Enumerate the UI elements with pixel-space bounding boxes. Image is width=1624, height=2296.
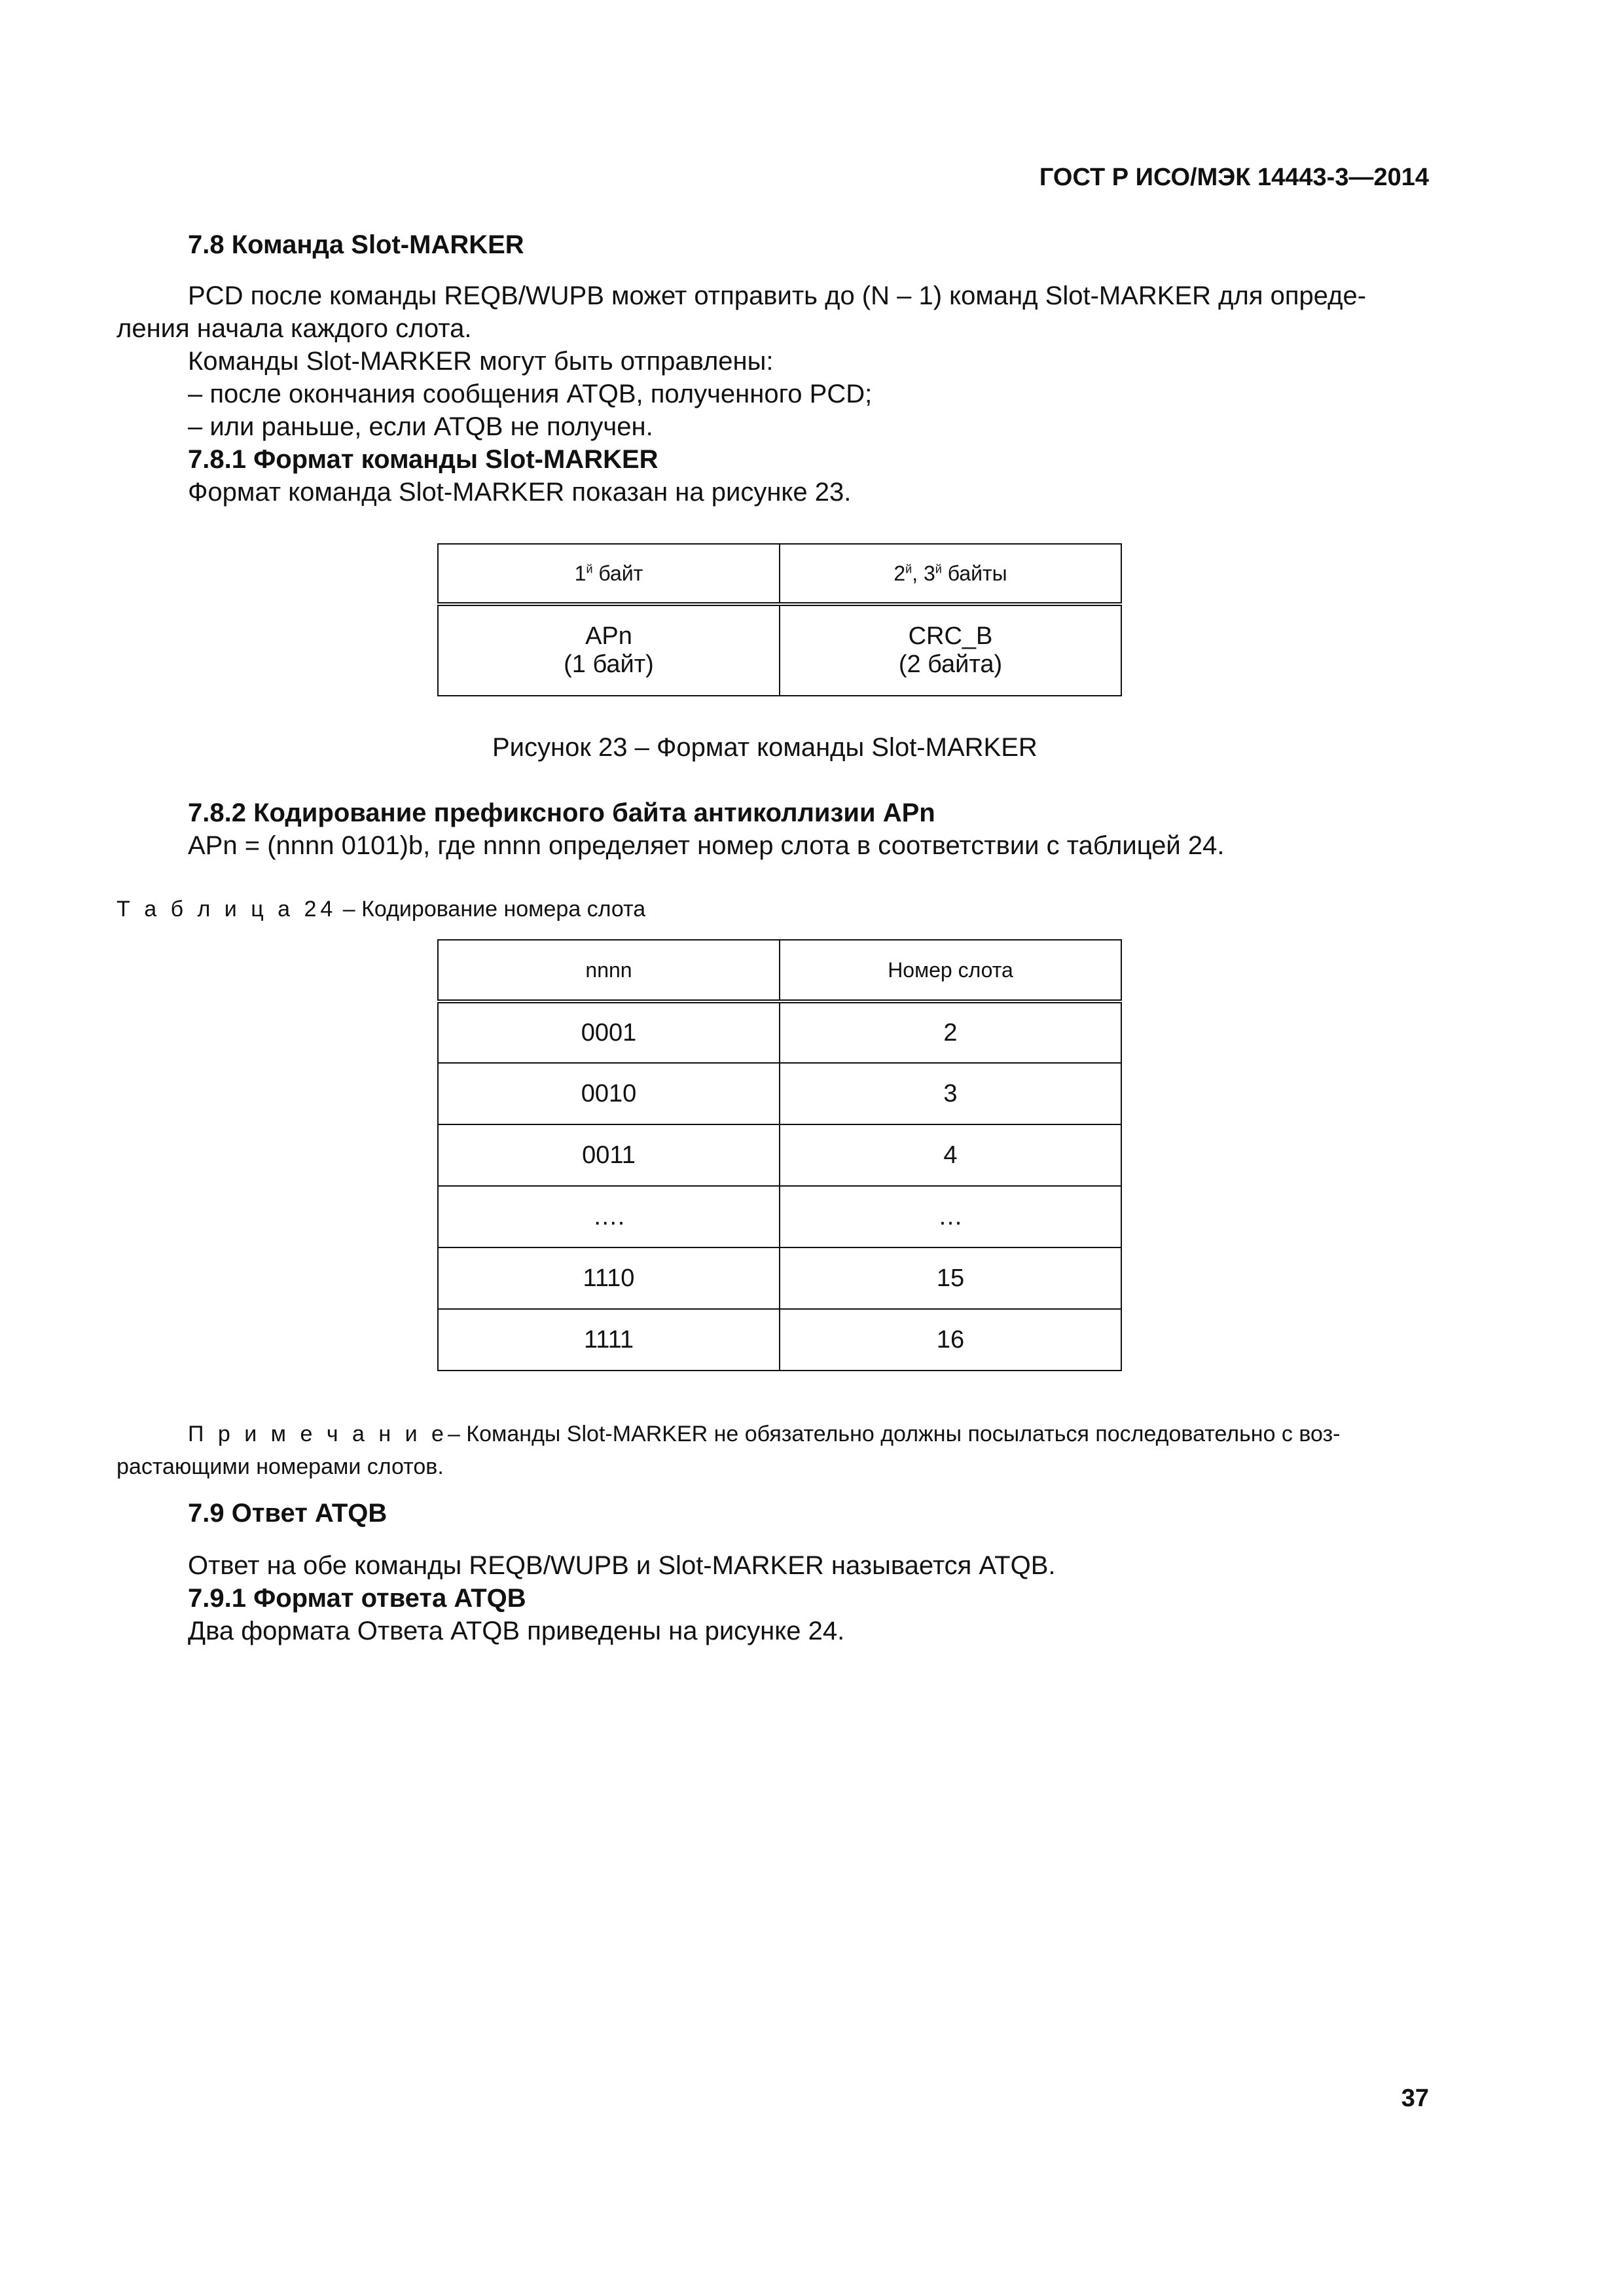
table-row: [438, 1001, 1121, 1063]
table-cell-slot: 15: [780, 1247, 1121, 1309]
section-7-8-para2: Команды Slot-MARKER могут быть отправлены:: [188, 347, 774, 376]
section-7-8-bullet2: – или раньше, если ATQB не получен.: [188, 412, 653, 441]
table-cell-nnnn: 0011: [438, 1124, 780, 1186]
section-7-8-2-title: 7.8.2 Кодирование префиксного байта антиколлизии APn: [188, 798, 935, 827]
section-7-9-1-para: Два формата Ответа ATQB приведены на рисунке 24.: [188, 1617, 845, 1645]
table-cell-nnnn: 0010: [438, 1063, 780, 1124]
table-24-header-nnnn: nnnn: [438, 940, 780, 1001]
figure-23-caption: Рисунок 23 – Формат команды Slot-MARKER: [492, 733, 1038, 762]
table-24-header-slot-number: Номер слота: [780, 940, 1121, 1001]
document-code: ГОСТ Р ИСО/МЭК 14443-3—2014: [1039, 164, 1429, 191]
table-row: [438, 1309, 1121, 1371]
note-line2: растающими номерами слотов.: [117, 1454, 444, 1479]
section-7-8-1-para: Формат команда Slot-MARKER показан на рисунке 23.: [188, 478, 852, 507]
table-cell-slot: 16: [780, 1309, 1121, 1371]
table-24: [437, 939, 1122, 1371]
note-line1: [188, 1422, 1429, 1447]
page-number: 37: [1401, 2085, 1429, 2112]
figure-23-header-bytes2-3: $2^й$, $3^й$ байты: [780, 544, 1121, 604]
note-text-line1: – Команды Slot-MARKER не обязательно должны посылаться последовательно с воз-: [447, 1422, 1341, 1446]
table-cell-slot: …: [780, 1186, 1121, 1247]
figure-23-table: [437, 543, 1122, 696]
figure-23-cell-apn: APn (1 байт): [438, 604, 780, 696]
section-7-8-2-para: APn = (nnnn 0101)b, где nnnn определяет номер слота в соответствии с таблицей 24.: [188, 831, 1225, 860]
table-24-caption: [117, 897, 645, 922]
table-row: [438, 1247, 1121, 1309]
section-7-9-title: 7.9 Ответ ATQB: [188, 1499, 388, 1528]
section-7-8-para1-line2: ления начала каждого слота.: [117, 314, 472, 343]
section-7-8-bullet1: – после окончания сообщения ATQB, полученного PCD;: [188, 380, 873, 408]
note-label: П р и м е ч а н и е: [188, 1422, 448, 1446]
table-cell-slot: 4: [780, 1124, 1121, 1186]
section-7-8-para1-line1: PCD после команды REQB/WUPB может отправить до (N – 1) команд Slot-MARKER для опреде-: [188, 281, 1367, 310]
table-24-title: – Кодирование номера слота: [336, 897, 646, 922]
table-24-label: Т а б л и ц а 24: [117, 897, 337, 922]
section-7-9-para: Ответ на обе команды REQB/WUPB и Slot-MARKER называется ATQB.: [188, 1551, 1056, 1580]
table-row: [438, 1124, 1121, 1186]
table-cell-slot: 2: [780, 1001, 1121, 1063]
figure-23-header-byte1: $1^й$ байт: [438, 544, 780, 604]
table-cell-nnnn: ….: [438, 1186, 780, 1247]
table-cell-nnnn: 1111: [438, 1309, 780, 1371]
figure-23-cell-crc: CRC_B (2 байта): [780, 604, 1121, 696]
table-row: [438, 1186, 1121, 1247]
table-cell-nnnn: 1110: [438, 1247, 780, 1309]
section-7-8-title: 7.8 Команда Slot-MARKER: [188, 230, 524, 259]
table-row: [438, 1063, 1121, 1124]
table-cell-slot: 3: [780, 1063, 1121, 1124]
section-7-9-1-title: 7.9.1 Формат ответа ATQB: [188, 1584, 526, 1613]
table-cell-nnnn: 0001: [438, 1001, 780, 1063]
section-7-8-1-title: 7.8.1 Формат команды Slot-MARKER: [188, 445, 659, 474]
